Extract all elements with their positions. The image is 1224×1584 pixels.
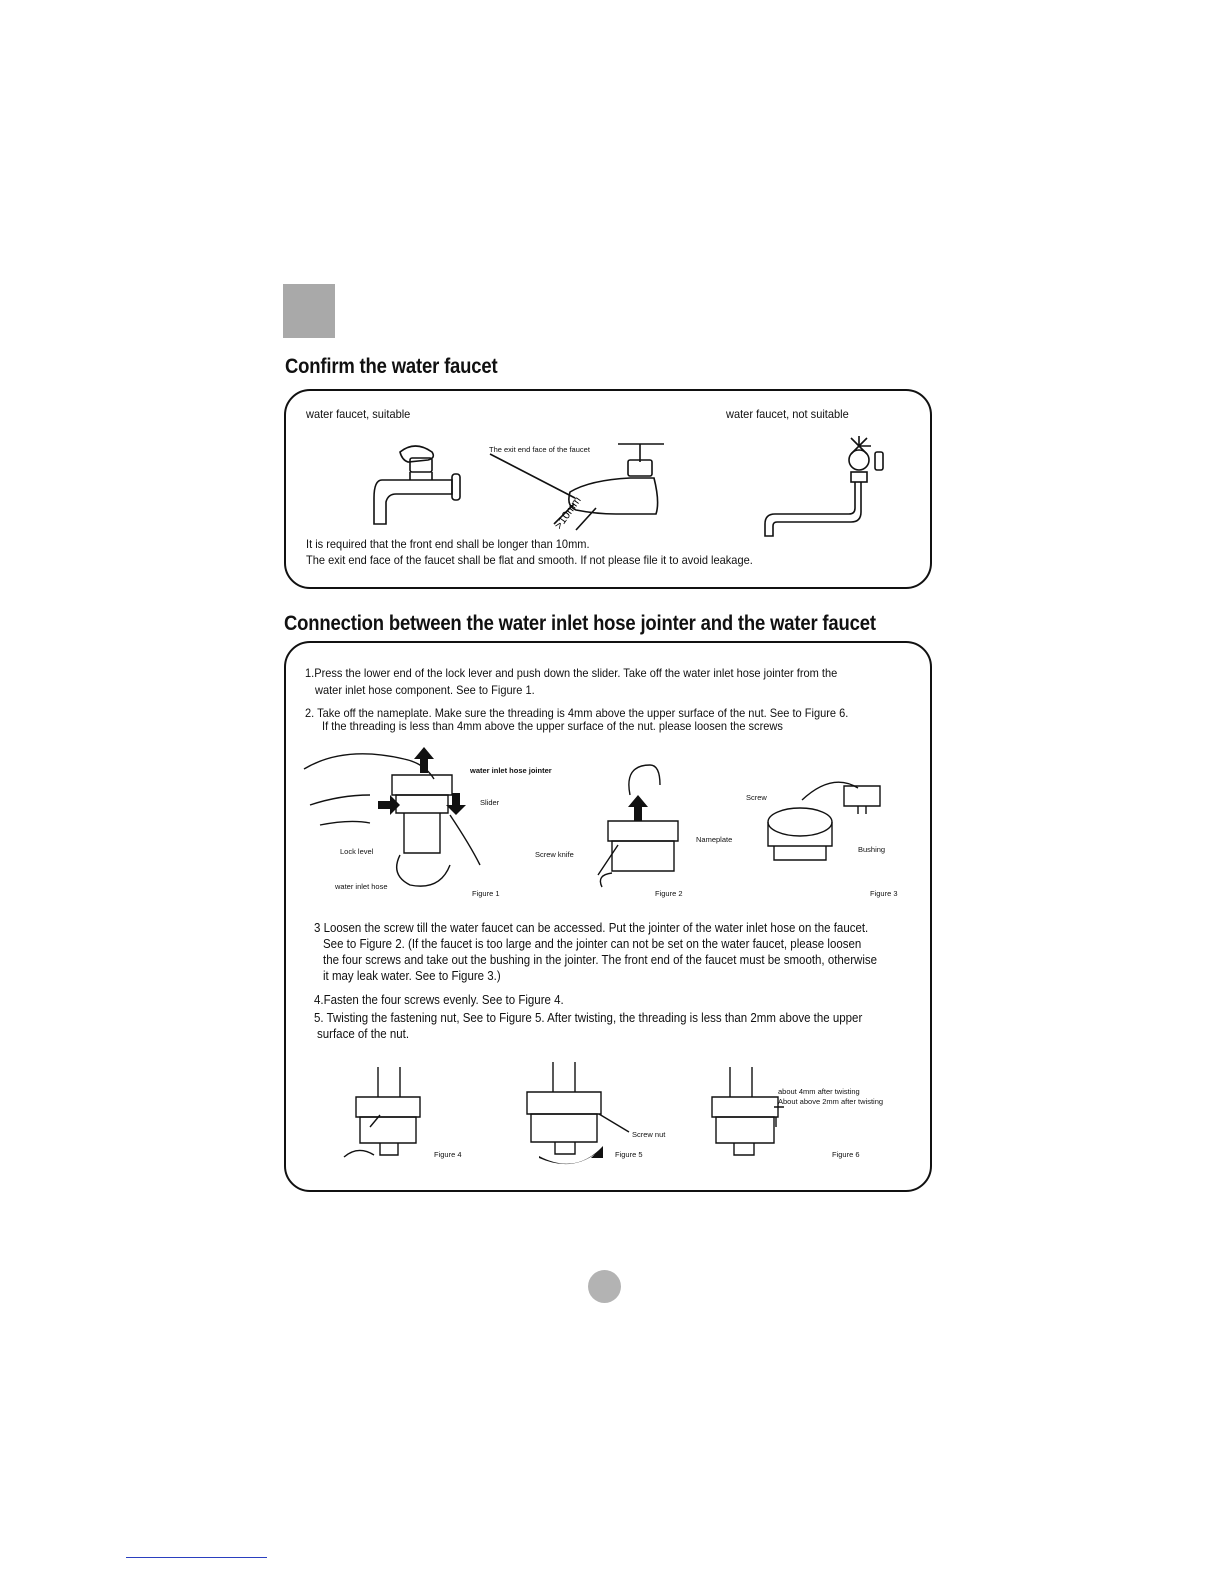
dimension-label: >10mm <box>552 494 584 532</box>
label-not-suitable: water faucet, not suitable <box>726 407 849 421</box>
section-title-connection: Connection between the water inlet hose jointer and the water faucet <box>284 612 876 635</box>
measured-faucet-illustration <box>540 438 670 538</box>
fig3-label-bushing: Bushing <box>858 845 886 854</box>
fig1-label-jointer: water inlet hose jointer <box>470 766 552 775</box>
step5-line2: surface of the nut. <box>317 1027 410 1041</box>
fig3-caption: Figure 3 <box>870 889 898 898</box>
step1-line2: water inlet hose component. See to Figure 1. <box>315 683 535 697</box>
fig5-caption: Figure 5 <box>615 1150 643 1159</box>
fig2-caption: Figure 2 <box>655 889 683 898</box>
section-marker <box>283 284 335 338</box>
step4: 4.Fasten the four screws evenly. See to Figure 4. <box>314 993 564 1007</box>
figure5-illustration <box>515 1060 625 1170</box>
fig1-caption: Figure 1 <box>472 889 500 898</box>
fig1-label-lock: Lock level <box>340 847 374 856</box>
fig5-label-screw-nut: Screw nut <box>632 1130 666 1139</box>
section-title-confirm-faucet: Confirm the water faucet <box>285 355 498 378</box>
fig6-label-4mm: about 4mm after twisting <box>778 1087 860 1096</box>
figure3-illustration <box>760 770 900 870</box>
step3-line4: it may leak water. See to Figure 3.) <box>323 969 501 983</box>
fig1-label-hose: water inlet hose <box>335 882 388 891</box>
footer-rule <box>126 1557 267 1558</box>
fig6-caption: Figure 6 <box>832 1150 860 1159</box>
step3-line2: See to Figure 2. (If the faucet is too large and the jointer can not be set on the water faucet, please loosen <box>323 937 862 951</box>
figure4-illustration <box>340 1065 430 1170</box>
step1-line1: 1.Press the lower end of the lock lever and push down the slider. Take off the water inlet hose jointer from the <box>305 666 838 680</box>
unsuitable-faucet-illustration <box>755 430 885 540</box>
fig2-label-knife: Screw knife <box>535 850 574 859</box>
step3-line1: 3 Loosen the screw till the water faucet can be accessed. Put the jointer of the water inlet hose on the faucet. <box>314 921 869 935</box>
step2-line1: 2. Take off the nameplate. Make sure the threading is 4mm above the upper surface of the nut. See to Figure 6. <box>305 706 849 720</box>
page-number-badge <box>588 1270 621 1303</box>
note-line-1: It is required that the front end shall be longer than 10mm. <box>306 537 590 551</box>
figure2-illustration <box>590 755 700 895</box>
step3-line3: the four screws and take out the bushing in the jointer. The front end of the faucet must be smooth, otherwise <box>323 953 878 967</box>
note-line-2: The exit end face of the faucet shall be flat and smooth. If not please file it to avoid leakage. <box>306 553 753 567</box>
step5-line1: 5. Twisting the fastening nut, See to Figure 5. After twisting, the threading is less than 2mm above the upper <box>314 1011 863 1025</box>
step2-line2: If the threading is less than 4mm above the upper surface of the nut. please loosen the screws <box>322 719 783 733</box>
fig4-caption: Figure 4 <box>434 1150 462 1159</box>
figure6-illustration <box>700 1065 790 1165</box>
fig3-label-screw: Screw <box>746 793 767 802</box>
fig1-label-slider: Slider <box>480 798 500 807</box>
fig6-label-2mm: About above 2mm after twisting <box>778 1097 884 1106</box>
label-suitable: water faucet, suitable <box>306 407 411 421</box>
exit-face-label: The exit end face of the faucet <box>489 445 590 454</box>
suitable-faucet-illustration <box>370 440 470 530</box>
fig2-label-nameplate: Nameplate <box>696 835 733 844</box>
